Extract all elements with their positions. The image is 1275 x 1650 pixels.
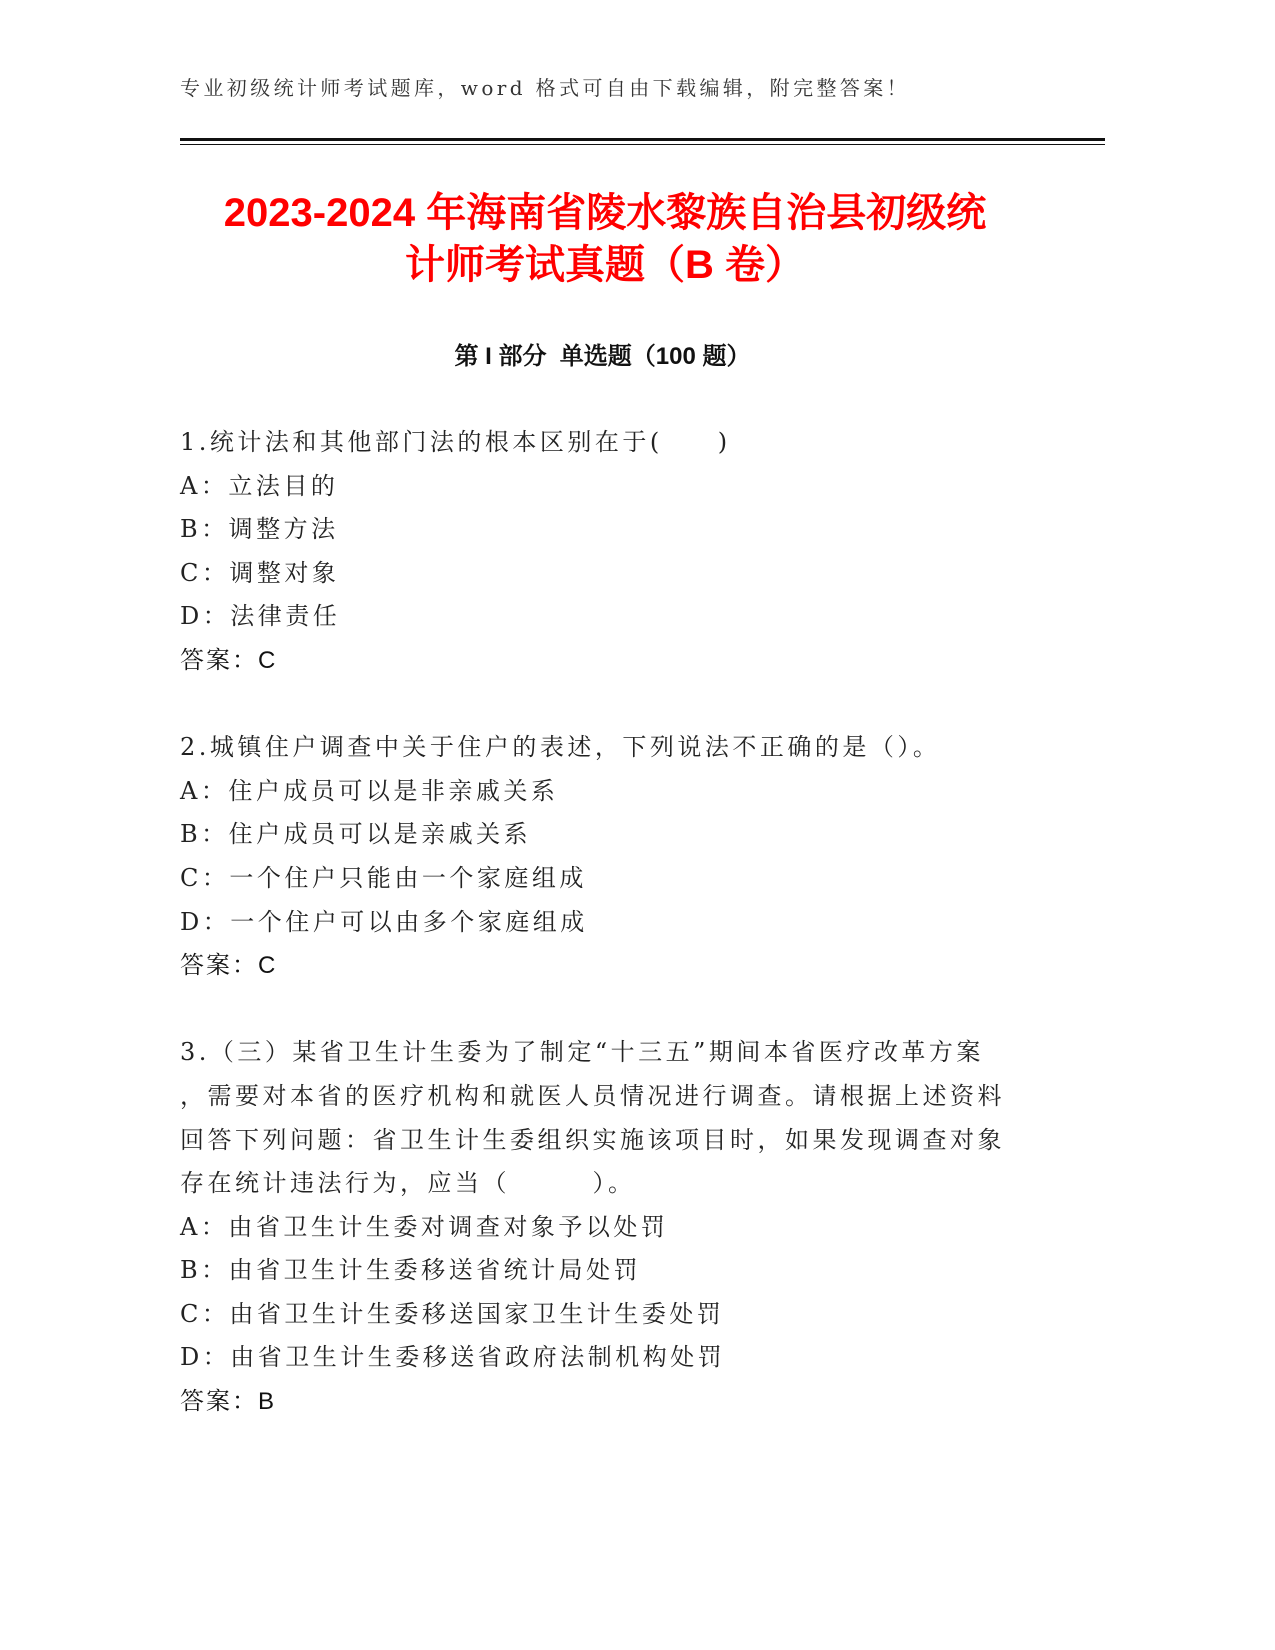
question-stem-line: 回答下列问题：省卫生计生委组织实施该项目时，如果发现调查对象 xyxy=(180,1125,1005,1154)
answer-label: 答案： xyxy=(180,646,258,674)
option-b: B：住户成员可以是亲戚关系 xyxy=(180,820,532,849)
answer-line xyxy=(180,1380,1105,1424)
answer-line xyxy=(180,944,1105,988)
option-d: D：一个住户可以由多个家庭组成 xyxy=(180,907,588,936)
question-list xyxy=(180,421,1105,1467)
question-stem-line: ，需要对本省的医疗机构和就医人员情况进行调查。请根据上述资料 xyxy=(180,1081,1005,1110)
question-stem-line: 1.统计法和其他部门法的根本区别在于( ) xyxy=(180,428,731,456)
option-d: D：法律责任 xyxy=(180,602,341,631)
option-c: C：一个住户只能由一个家庭组成 xyxy=(180,863,587,892)
option-b: B：调整方法 xyxy=(180,515,339,544)
question-1 xyxy=(180,421,1105,683)
question-stem-line: 存在统计违法行为，应当（ ）。 xyxy=(180,1169,636,1198)
question-stem-line: 3.（三）某省卫生计生委为了制定“十三五”期间本省医疗改革方案 xyxy=(180,1038,984,1067)
header-rule-thin xyxy=(180,144,1105,145)
option-c: C：由省卫生计生委移送国家卫生计生委处罚 xyxy=(180,1299,725,1328)
header-rule-thick xyxy=(180,138,1105,141)
question-stem-line: 2.城镇住户调查中关于住户的表述，下列说法不正确的是（）。 xyxy=(180,733,941,762)
option-a: A：由省卫生计生委对调查对象予以处罚 xyxy=(180,1212,669,1241)
header-note: 专业初级统计师考试题库，word 格式可自由下载编辑，附完整答案！ xyxy=(180,76,911,100)
answer-line xyxy=(180,639,1105,683)
answer-label: 答案： xyxy=(180,1388,258,1416)
answer-label: 答案： xyxy=(180,952,258,980)
title-line-1: 2023-2024 年海南省陵水黎族自治县初级统 xyxy=(223,191,987,235)
option-a: A：立法目的 xyxy=(180,471,339,500)
section-heading: 第 I 部分 单选题（100 题） xyxy=(454,343,751,370)
option-d: D：由省卫生计生委移送省政府法制机构处罚 xyxy=(180,1343,726,1372)
title-line-2: 计师考试真题（B 卷） xyxy=(405,243,805,287)
option-a: A：住户成员可以是非亲戚关系 xyxy=(180,776,559,805)
answer-value: C xyxy=(258,646,278,674)
answer-value: B xyxy=(258,1388,277,1416)
document-title xyxy=(180,187,1030,291)
question-2 xyxy=(180,726,1105,988)
answer-value: C xyxy=(258,952,278,980)
option-c: C：调整对象 xyxy=(180,558,340,587)
question-3 xyxy=(180,1031,1105,1423)
option-b: B：由省卫生计生委移送省统计局处罚 xyxy=(180,1256,642,1285)
